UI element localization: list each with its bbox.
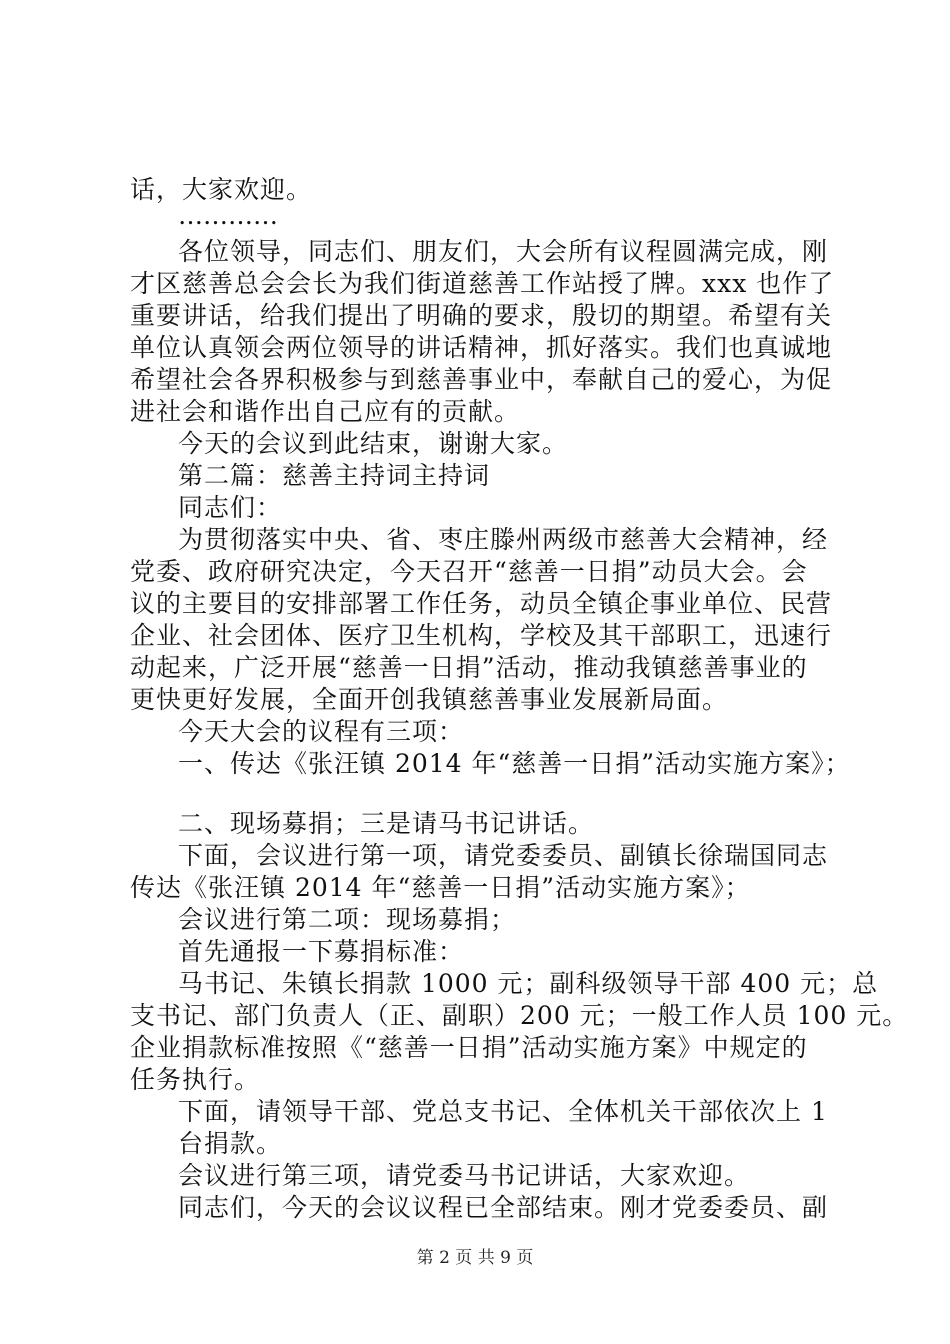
text-line: 同志们： <box>178 493 283 522</box>
page-number-footer: 第 2 页 共 9 页 <box>416 1248 534 1268</box>
text-line: 希望社会各界积极参与到慈善事业中，奉献自己的爱心，为促 <box>130 365 833 394</box>
text-line: 会议进行第三项，请党委马书记讲话，大家欢迎。 <box>178 1161 751 1190</box>
text-line: 进社会和谐作出自己应有的贡献。 <box>130 397 521 426</box>
text-line: 一、传达《张汪镇 2014 年“慈善一日捐”活动实施方案》； <box>178 749 851 778</box>
text-line: 议的主要目的安排部署工作任务，动员全镇企事业单位、民营 <box>130 589 833 618</box>
text-line: 才区慈善总会会长为我们街道慈善工作站授了牌。xxx 也作了 <box>130 269 835 298</box>
text-line: 更快更好发展，全面开创我镇慈善事业发展新局面。 <box>130 685 729 714</box>
text-line: 会议进行第二项：现场募捐； <box>178 905 517 934</box>
text-line: 今天大会的议程有三项： <box>178 717 465 746</box>
text-line: 下面，请领导干部、党总支书记、全体机关干部依次上 1 <box>178 1097 828 1126</box>
text-line: 重要讲话，给我们提出了明确的要求，殷切的期望。希望有关 <box>130 301 833 330</box>
text-line: 各位领导，同志们、朋友们，大会所有议程圆满完成，刚 <box>178 237 829 266</box>
text-line: 企业、社会团体、医疗卫生机构，学校及其干部职工，迅速行 <box>130 621 833 650</box>
text-line: 党委、政府研究决定，今天召开“慈善一日捐”动员大会。会 <box>130 557 808 586</box>
text-line: 企业捐款标准按照《“慈善一日捐”活动实施方案》中规定的 <box>130 1033 808 1062</box>
text-line: 单位认真领会两位领导的讲话精神，抓好落实。我们也真诚地 <box>130 333 833 362</box>
text-line: 马书记、朱镇长捐款 1000 元；副科级领导干部 400 元；总 <box>178 969 879 998</box>
text-line: 支书记、部门负责人（正、副职）200 元；一般工作人员 100 元。 <box>130 1001 909 1030</box>
text-line: 二、现场募捐；三是请马书记讲话。 <box>178 809 595 838</box>
text-line: 台捐款。 <box>178 1129 283 1158</box>
text-line: 为贯彻落实中央、省、枣庄滕州两级市慈善大会精神，经 <box>178 525 829 554</box>
text-line: 传达《张汪镇 2014 年“慈善一日捐”活动实施方案》； <box>130 873 751 902</box>
text-line: 今天的会议到此结束，谢谢大家。 <box>178 429 569 458</box>
text-line: 同志们，今天的会议议程已全部结束。刚才党委委员、副 <box>178 1193 829 1222</box>
text-line: 话，大家欢迎。 <box>130 175 313 204</box>
section-heading: 第二篇：慈善主持词主持词 <box>178 461 491 490</box>
text-line: 下面，会议进行第一项，请党委委员、副镇长徐瑞国同志 <box>178 841 829 870</box>
text-line: 动起来，广泛开展“慈善一日捐”活动，推动我镇慈善事业的 <box>130 653 808 682</box>
text-line: 首先通报一下募捐标准： <box>178 937 465 966</box>
ellipsis-line: ………… <box>178 201 278 230</box>
text-line: 任务执行。 <box>130 1065 261 1094</box>
